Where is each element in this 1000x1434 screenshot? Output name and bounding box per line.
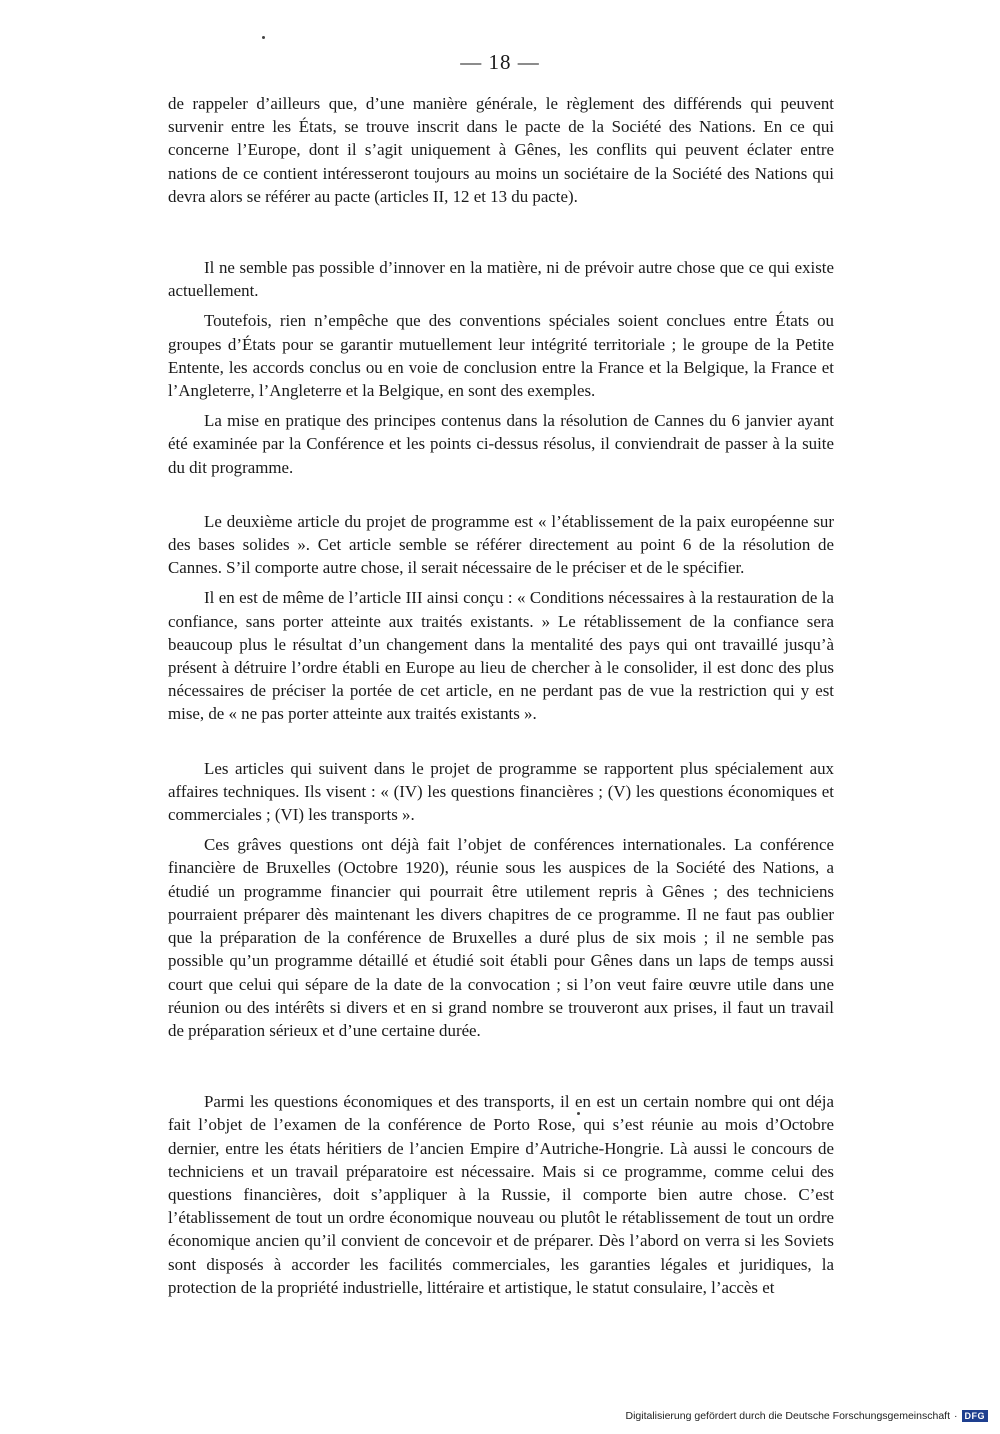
paragraph-3: Toutefois, rien n’empêche que des conventions spéciales soient conclues entre États ou groupes d’États pour se garantir mutuellement leur intégrité territoriale ; le groupe de la Petite Entente, les accords conclus ou en voie de conclusion entre la France et la Belgique, la France et l’Angleterre, l’Angleterre et la Belgique, en sont des exemples. (168, 311, 834, 401)
paragraph-2: Il ne semble pas possible d’innover en la matière, ni de prévoir autre chose que ce qui existe actuellement. (168, 258, 834, 301)
dfg-logo: DFG (962, 1410, 989, 1422)
paragraph-6: Il en est de même de l’article III ainsi conçu : « Conditions nécessaires à la restauration de la confiance, sans porter atteinte aux traités existants. » Le rétablissement de la confiance sera beaucoup plus le résultat d’un changement dans la mentalité des pays qui ont travaillé jusqu’à présent à détruire l’ordre établi en Europe au lieu de chercher à le consolider, il est donc des plus nécessaires de préciser la portée de cet article, en ne perdant pas de vue la restriction qui y est mise, de « ne pas porter atteinte aux traités existants ». (168, 588, 834, 724)
paragraph-7: Les articles qui suivent dans le projet de programme se rapportent plus spécialement aux affaires techniques. Ils visent : « (IV) les questions financières ; (V) les questions économiques et commerciales ; (VI) les transports ». (168, 758, 834, 825)
paragraph-8: Ces grâves questions ont déjà fait l’objet de conférences internationales. La conférence financière de Bruxelles (Octobre 1920), réunie sous les auspices de la Société des Nations, a étudié un programme financier qui pourrait être utilement repris à Gênes ; des techniciens pourraient préparer dès maintenant les divers chapitres de ce programme. Il ne faut pas oublier que la préparation de la conférence de Bruxelles a duré plus de six mois ; il ne semble pas possible qu’un programme détaillé et étudié soit établi pour Gênes dans un laps de temps aussi court que celui qui sépare de la date de la convocation ; si l’on veut faire œuvre utile dans une réunion ou des intérêts si divers et en si grand nombre se trouveront aux prises, il faut un travail de préparation sérieux et d’une certaine durée. (168, 835, 834, 1040)
scan-speck (262, 36, 265, 39)
footer-text: Digitalisierung gefördert durch die Deutsche Forschungsgemeinschaft (625, 1410, 950, 1422)
digitization-footer (625, 1410, 988, 1422)
paragraph-5: Le deuxième article du projet de programme est « l’établissement de la paix européenne sur des bases solides ». Cet article semble se référer directement au point 6 de la résolution de Cannes. S’il comporte autre chose, il serait nécessaire de le préciser et de le spécifier. (168, 511, 834, 578)
paragraph-9: Parmi les questions économiques et des transports, il en est un certain nombre qui ont déja fait l’objet de l’examen de la conférence de Porto Rose, qui s’est réunie au mois d’Octobre dernier, entre les états héritiers de l’ancien Empire d’Autriche-Hongrie. Là aussi le concours de techniciens et un travail préparatoire est nécessaire. Mais si ce programme, comme celui des questions financières, doit s’appliquer à la Russie, il comporte bien autre chose. C’est l’établissement de tout un ordre économique nouveau ou plutôt le rétablissement de tout un ordre économique ancien qu’il convient de concevoir et de préparer. Dès l’abord on verra si les Soviets sont disposés à accorder les facilités commerciales, les garanties légales et juridiques, la protection de la propriété industrielle, littéraire et artistique, le statut consulaire, l’accès et (168, 1092, 834, 1297)
page-number: — 18 — (460, 50, 540, 74)
paragraph-4: La mise en pratique des principes contenus dans la résolution de Cannes du 6 janvier ayant été examinée par la Conférence et les points ci-dessus résolus, il conviendrait de passer à la suite du dit programme. (168, 411, 834, 477)
scan-speck (577, 1112, 580, 1115)
paragraph-1: de rappeler d’ailleurs que, d’une manière générale, le règlement des différends qui peuvent survenir entre les États, se trouve inscrit dans le pacte de la Société des Nations. En ce qui concerne l’Europe, dont il s’agit uniquement à Gênes, les conflits qui peuvent éclater entre nations de ce contient intéresseront toujours au moins un sociétaire de la Société des Nations qui devra alors se référer au pacte (articles II, 12 et 13 du pacte). (168, 94, 834, 206)
footer-separator: · (954, 1410, 958, 1422)
document-body (168, 92, 834, 1299)
